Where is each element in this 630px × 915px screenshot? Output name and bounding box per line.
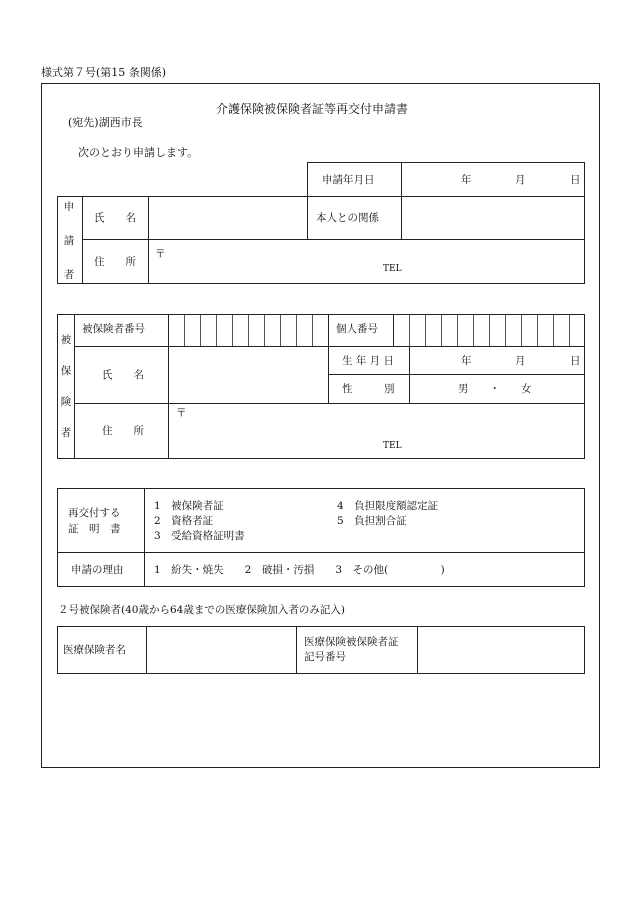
insured-address-label: 住 所 <box>102 425 144 437</box>
reissue-label-line2: 証 明 書 <box>68 523 121 535</box>
insured-name-label: 氏 名 <box>102 369 144 381</box>
application-date-label: 申請年月日 <box>322 174 375 186</box>
reissue-label-line1: 再交付する <box>68 507 121 519</box>
cert-number-label-line2: 記号番号 <box>304 651 346 663</box>
applicant-side-label-3: 者 <box>63 269 75 281</box>
addressee: (宛先)湖西市長 <box>68 116 143 129</box>
reissue-item-1[interactable]: 1 被保険者証 <box>154 500 224 512</box>
relation-field[interactable] <box>402 197 584 238</box>
applicant-address-label: 住 所 <box>94 256 136 268</box>
relation-label: 本人との関係 <box>316 212 379 224</box>
birth-date-label: 生 年 月 日 <box>342 355 395 367</box>
insured-side-label-3: 険 <box>60 396 72 408</box>
type2-note: ２号被保険者(40歳から64歳までの医療保険加入者のみ記入) <box>58 604 345 616</box>
insured-tel-label: TEL <box>383 441 402 451</box>
birth-day: 日 <box>570 355 581 367</box>
date-day: 日 <box>570 174 581 186</box>
reissue-item-5[interactable]: 5 負担割合証 <box>337 515 407 527</box>
applicant-side-label-1: 申 <box>63 201 75 213</box>
insured-side-label-1: 被 <box>60 334 72 346</box>
date-year: 年 <box>461 174 472 186</box>
insurer-name-field[interactable] <box>147 627 295 673</box>
cert-number-label-line1: 医療保険被保険者証 <box>304 636 399 648</box>
applicant-tel-label: TEL <box>383 264 402 274</box>
reason-label: 申請の理由 <box>71 564 124 576</box>
individual-number-label: 個人番号 <box>336 323 378 335</box>
insured-name-field[interactable] <box>169 347 327 402</box>
applicant-name-label: 氏 名 <box>94 212 136 224</box>
reissue-item-3[interactable]: 3 受給資格証明書 <box>154 530 245 542</box>
applicant-address-field[interactable] <box>149 240 584 283</box>
form-title: 介護保険被保険者証等再交付申請書 <box>216 102 409 116</box>
applicant-name-field[interactable] <box>149 197 306 238</box>
insurer-name-label: 医療保険者名 <box>63 644 126 656</box>
birth-year: 年 <box>461 355 472 367</box>
intro-text: 次のとおり申請します。 <box>78 146 199 159</box>
individual-number-field[interactable] <box>393 315 585 346</box>
reissue-item-2[interactable]: 2 資格者証 <box>154 515 214 527</box>
cert-number-field[interactable] <box>418 627 584 673</box>
reason-options[interactable]: 1 紛失・焼失 2 破損・汚損 3 その他( ) <box>154 564 445 576</box>
insured-number-label: 被保険者番号 <box>82 323 145 335</box>
date-month: 月 <box>515 174 526 186</box>
sex-label: 性 別 <box>342 383 395 395</box>
applicant-postal-mark: 〒 <box>155 248 166 260</box>
reissue-item-4[interactable]: 4 負担限度額認定証 <box>337 500 439 512</box>
insured-side-label-4: 者 <box>60 427 72 439</box>
applicant-side-label-2: 請 <box>63 235 75 247</box>
form-number-label: 様式第７号(第15 条関係) <box>41 66 167 79</box>
insured-address-field[interactable] <box>169 404 584 458</box>
insured-side-label-2: 保 <box>60 365 72 377</box>
birth-month: 月 <box>515 355 526 367</box>
sex-options[interactable]: 男 ・ 女 <box>458 383 532 395</box>
insured-number-field[interactable] <box>168 315 328 346</box>
insured-postal-mark: 〒 <box>176 407 187 419</box>
